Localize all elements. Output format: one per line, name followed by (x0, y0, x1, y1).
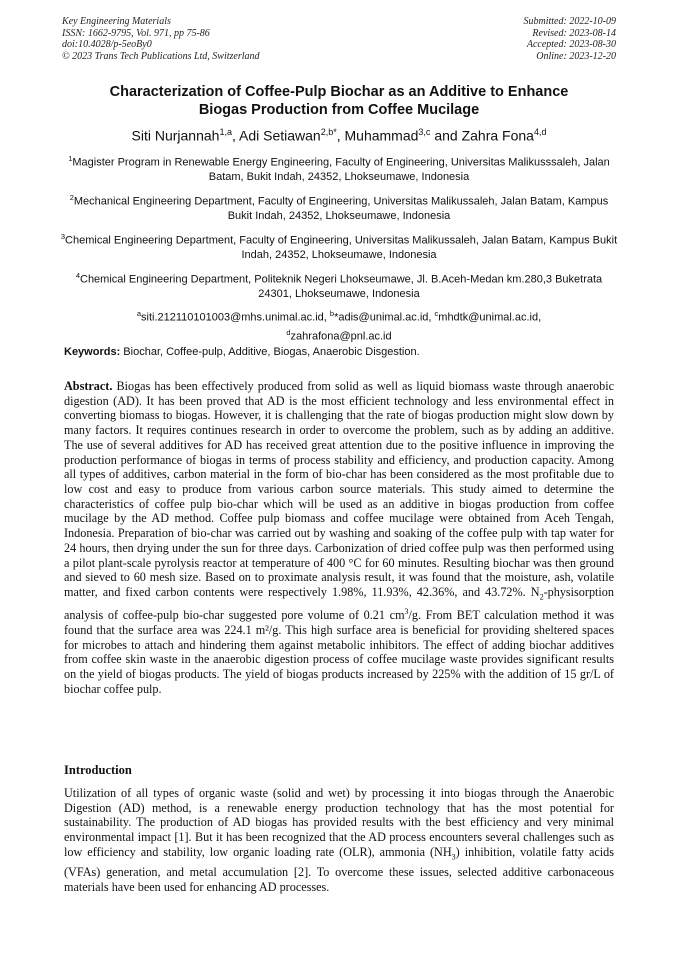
affiliation-3 (60, 230, 618, 263)
affil-text: Chemical Engineering Department, Politeknik Negeri Lhokseumawe, Jl. B.Aceh-Medan km.280,3 Buketrata 24301, Lhokseumawe, Indonesia (80, 273, 603, 300)
title-line-2: Biogas Production from Coffee Mucilage (198, 102, 480, 118)
affil-number: 1 (68, 154, 73, 163)
section-heading-introduction: Introduction (64, 763, 132, 777)
keywords-text: Biochar, Coffee-pulp, Additive, Biogas, Anaerobic Disgestion. (120, 346, 420, 358)
date-submitted: Submitted: 2022-10-09 (523, 16, 616, 27)
author-affil-mark: 2,b* (320, 127, 337, 137)
date-revised: Revised: 2023-08-14 (532, 27, 616, 39)
abstract-text: Biogas has been effectively produced from solid as well as liquid biomass waste through anaerobic digestion (AD). It has been proved that AD is the most efficient technology and less environmental effect in converting biomass to biogas. However, it is challenging that the rate of biogas production might slow down by many factors. It requires continues research in order to overcome the problem, such as by adding an additive. The use of several additives for AD has received great attention due to the positive influence in improving the production performance of biogas in terms of process stability and efficiency, and production capacity. Among all types of additives, carbon material in the form of bio-char has been considered as the most profitable due to low cost and easy to produce from various carbon source materials. This study aimed to determine the characteristics of coffee pulp bio-char which will be used as an additive in biogas production from coffee mucilage by the AD method. Coffee pulp biomass and coffee mucilage were obtained from Aceh Tengah, Indonesia. Preparation of bio-char was carried out by washing and soaking of the coffee pulp with tap water for 24 hours, then drying under the sun for three days. Carbonization of dried coffee pulp was then performed using a pilot plant-scale pyrolysis reactor at temperature of 400 °C for 60 minutes. Resulting biochar was then ground and sieved to 60 mesh size. Based on to proximate analysis result, it was found that the moisture, ash, volatile matter, and fixed carbon contents were respectively 1.98%, 11.93%, 42.36%, and 43.72%. N (64, 379, 614, 600)
journal-doi[interactable]: doi:10.4028/p-5eoBy0 (62, 39, 152, 51)
intro-subscript: 3 (451, 852, 456, 862)
affil-text: Chemical Engineering Department, Faculty of Engineering, Universitas Malikussaleh, Jalan Batam, Kampus Bukit Indah, 24352, Lhokseumawe, Indonesia (65, 234, 618, 261)
affil-number: 2 (69, 192, 74, 202)
journal-copyright: © 2023 Trans Tech Publications Ltd, Switzerland (62, 50, 260, 62)
keywords (64, 345, 614, 359)
author-name: Siti Nurjannah (131, 127, 220, 144)
email-link[interactable]: zahrafona@pnl.ac.id (290, 330, 392, 343)
email-mark: c (434, 309, 439, 319)
introduction-text (64, 786, 614, 894)
intro-text: Utilization of all types of organic waste (solid and wet) by processing it into biogas through the Anaerobic Digestion (AD) method, is a renewable energy production technology that has the most potential for sustainability. The production of AD biogas has provided results with the best efficiency and very minimal environmental impact [1]. But it has been recognized that the AD process encounters several challenges such as low efficiency and stability, low organic loading rate (OLR), ammonia (NH (64, 786, 614, 859)
abstract-superscript: 3 (404, 607, 409, 617)
author-separator: , (336, 127, 345, 144)
paper-title (70, 83, 608, 119)
author-name: Muhammad (344, 127, 419, 144)
author-emails (60, 307, 618, 344)
author-affil-mark: 4,d (533, 127, 547, 137)
author-separator: , (231, 127, 239, 144)
keywords-label: Keywords: (64, 346, 121, 358)
affiliations (60, 152, 618, 344)
affil-text: Magister Program in Renewable Energy Engineering, Faculty of Engineering, Universitas Malikusssaleh, Jalan Batam, Bukit Indah, 24352, Lhokseumawe, Indonesia (72, 156, 610, 184)
journal-name: Key Engineering Materials (62, 16, 171, 27)
abstract-text: /g. From BET calculation method it was found that the surface area was 224.1 m²/g. This high surface area is beneficial for providing sheltered spaces for microbes to attach and hindering them against metabolic inhibitors. The effect of adding biochar additives from coffee skin waste in the anaerobic digestion process of coffee mucilage waste provides significant results on the yield of biogas products. The yield of biogas products increased by 225% with the addition of 15 gr/L of biochar coffee pulp. (64, 608, 614, 696)
affil-number: 4 (75, 270, 80, 280)
email-mark: b (329, 309, 335, 319)
affiliation-2 (60, 191, 618, 224)
affiliation-1 (60, 152, 618, 185)
date-accepted: Accepted: 2023-08-30 (526, 39, 616, 51)
affil-number: 3 (60, 231, 66, 241)
journal-issn: ISSN: 1662-9795, Vol. 971, pp 75-86 (62, 27, 210, 39)
author-separator: and (430, 127, 462, 144)
author-list (40, 124, 638, 145)
abstract-label: Abstract. (64, 379, 113, 393)
author-name: Adi Setiawan (238, 127, 321, 144)
email-link[interactable]: siti.212110101003@mhs.unimal.ac.id, (141, 312, 330, 325)
author-affil-mark: 3,c (418, 127, 431, 137)
affil-text: Mechanical Engineering Department, Faculty of Engineering, Universitas Malikussaleh, Jalan Batam, Kampus Bukit Indah, 24352, Lhokseumawe, Indonesia (73, 195, 609, 223)
author-name: Zahra Fona (461, 127, 534, 144)
author-affil-mark: 1,a (219, 127, 232, 137)
email-mark: a (136, 309, 141, 319)
intro-text: ) inhibition, volatile fatty acids (VFAs) generation, and metal accumulation [2]. To overcome these issues, selected additive carbonaceous materials have been used for enhancing AD processes. (64, 844, 614, 894)
submission-dates (524, 16, 617, 62)
email-link[interactable]: mhdtk@unimal.ac.id, (438, 312, 542, 325)
abstract-subscript: 2 (539, 592, 544, 602)
email-link[interactable]: *adis@unimal.ac.id, (334, 312, 435, 325)
abstract (64, 379, 614, 697)
abstract-text: -physisorption analysis of coffee-pulp bio-char suggested pore volume of 0.21 cm (64, 585, 614, 623)
email-mark: d (286, 327, 291, 337)
title-line-1: Characterization of Coffee-Pulp Biochar as an Additive to Enhance (109, 84, 569, 100)
journal-info (62, 16, 260, 62)
date-online: Online: 2023-12-20 (536, 50, 616, 62)
affiliation-4 (60, 269, 618, 302)
